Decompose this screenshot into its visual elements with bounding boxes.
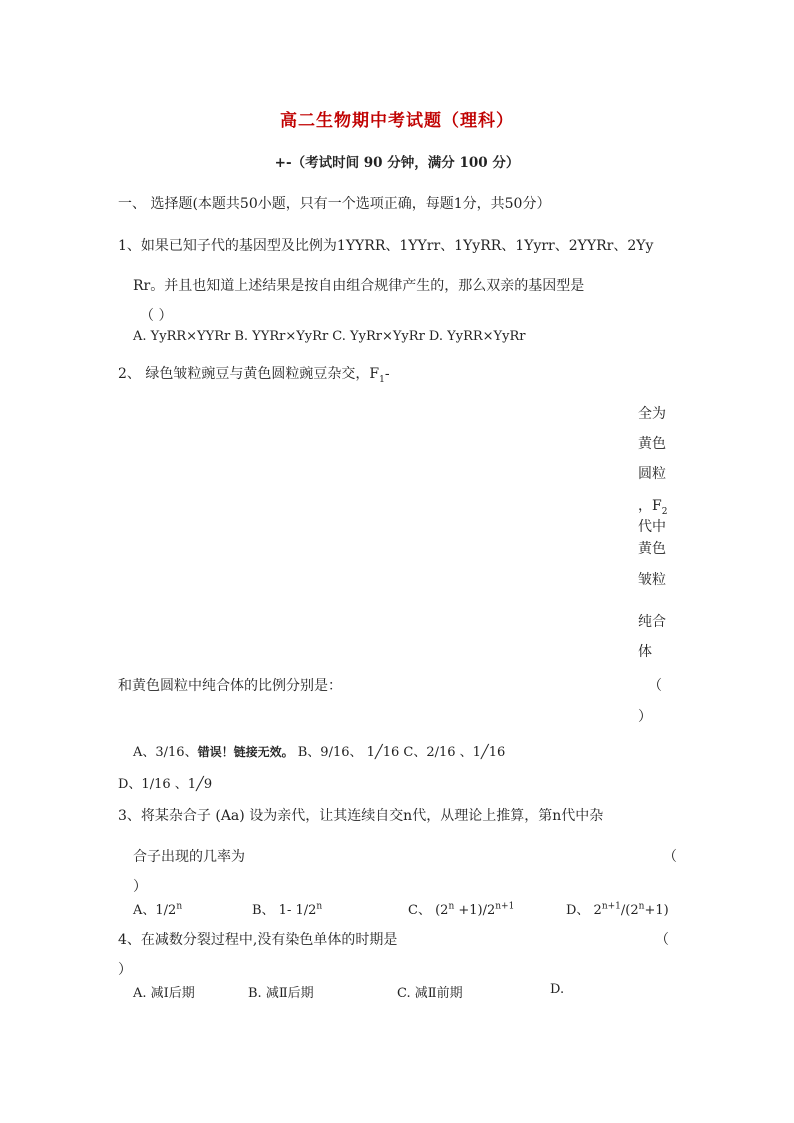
q1-stem-line1: 1、如果已知子代的基因型及比例为1YYRR、1YYrr、1YyRR、1Yyrr、2YYRr、2Yy bbox=[118, 238, 654, 254]
section-heading: 一、 选择题(本题共50小题，只有一个选项正确，每题1分，共50分） bbox=[118, 196, 551, 212]
q3-option-b-text: B、 1- 1/2 bbox=[252, 903, 317, 918]
q2-options-line1 bbox=[133, 741, 505, 760]
q3-option-d bbox=[566, 899, 669, 918]
q2-option-a: A、3/16、 bbox=[133, 745, 198, 760]
q2-stem-line2: 和黄色圆粒中纯合体的比例分别是： bbox=[118, 678, 342, 694]
q1-answer-paren: （ ） bbox=[140, 308, 173, 324]
q2-option-b-c: B、9/16、 1╱16 C、2/16 、1╱16 bbox=[293, 745, 506, 760]
exam-info: +-（考试时间 90 分钟，满分 100 分） bbox=[274, 155, 520, 171]
q2-col-7: 皱粒 bbox=[638, 572, 666, 588]
q3-option-d-mid: /(2 bbox=[620, 903, 639, 918]
q1-stem-line2: Rr。并且也知道上述结果是按自由组合规律产生的，那么双亲的基因型是 bbox=[133, 278, 585, 294]
q2-col-1: 全为 bbox=[638, 406, 666, 422]
q4-option-b: B. 减Ⅱ后期 bbox=[248, 986, 314, 1001]
q3-option-d-end: +1) bbox=[644, 903, 669, 918]
q3-option-c-text: C、 (2 bbox=[408, 903, 449, 918]
q4-option-c: C. 减Ⅱ前期 bbox=[397, 986, 463, 1001]
q4-option-d: D. bbox=[550, 982, 565, 997]
q2-dash: - bbox=[384, 366, 390, 382]
q3-stem-line2: 合子出现的几率为 bbox=[133, 849, 245, 865]
q2-paren-close: ） bbox=[638, 709, 652, 725]
q3-option-d-sup2: n bbox=[638, 901, 645, 912]
q3-stem-line1: 3、将某杂合子 (Aa) 设为亲代，让其连续自交n代，从理论上推算，第n代中杂 bbox=[118, 808, 604, 824]
q3-option-a-sup: n bbox=[176, 901, 183, 912]
q2-col-6: 黄色 bbox=[638, 541, 666, 557]
q3-option-c-sup2: n+1 bbox=[495, 901, 515, 912]
q3-paren-open: （ bbox=[663, 849, 677, 865]
q2-col-4-text: ，F bbox=[638, 498, 662, 514]
q2-paren-open: （ bbox=[648, 678, 662, 694]
q3-option-a-text: A、1/2 bbox=[133, 903, 177, 918]
q2-error-text: 错误！链接无效。 bbox=[197, 745, 294, 759]
q2-stem-line1 bbox=[118, 363, 390, 383]
q2-col-subscript: 2 bbox=[661, 506, 668, 517]
q3-option-d-sup1: n+1 bbox=[601, 901, 621, 912]
q3-option-b-sup: n bbox=[316, 901, 323, 912]
page-title: 高二生物期中考试题（理科） bbox=[280, 111, 514, 131]
q2-subscript-1: 1 bbox=[379, 374, 385, 385]
q1-options: A. YyRR×YYRr B. YYRr×YyRr C. YyRr×YyRr D. YyRR×YyRr bbox=[133, 329, 526, 344]
q3-option-a bbox=[133, 899, 182, 918]
q3-option-c-sup1: n bbox=[448, 901, 455, 912]
q3-option-c bbox=[408, 899, 514, 918]
q4-option-a: A. 减Ⅰ后期 bbox=[133, 986, 195, 1001]
q2-col-3: 圆粒 bbox=[638, 466, 666, 482]
q4-paren-open: （ bbox=[655, 932, 669, 948]
q3-option-b bbox=[252, 899, 322, 918]
q3-option-d-text: D、 2 bbox=[566, 903, 602, 918]
q2-col-2: 黄色 bbox=[638, 436, 666, 452]
q2-col-9: 体 bbox=[638, 644, 652, 660]
q2-col-8: 纯合 bbox=[638, 614, 666, 630]
q2-col-5: 代中 bbox=[638, 519, 666, 535]
q3-paren-close: ） bbox=[133, 879, 147, 895]
q2-col-4 bbox=[638, 495, 667, 515]
q2-option-d: D、1/16 、1╱9 bbox=[118, 777, 213, 792]
q4-stem: 4、在减数分裂过程中,没有染色单体的时期是 bbox=[118, 932, 398, 948]
q3-option-c-mid: +1)/2 bbox=[454, 903, 496, 918]
q4-paren-close: ） bbox=[118, 962, 132, 978]
q2-stem-text: 2、 绿色皱粒豌豆与黄色圆粒豌豆杂交，F bbox=[118, 366, 380, 382]
